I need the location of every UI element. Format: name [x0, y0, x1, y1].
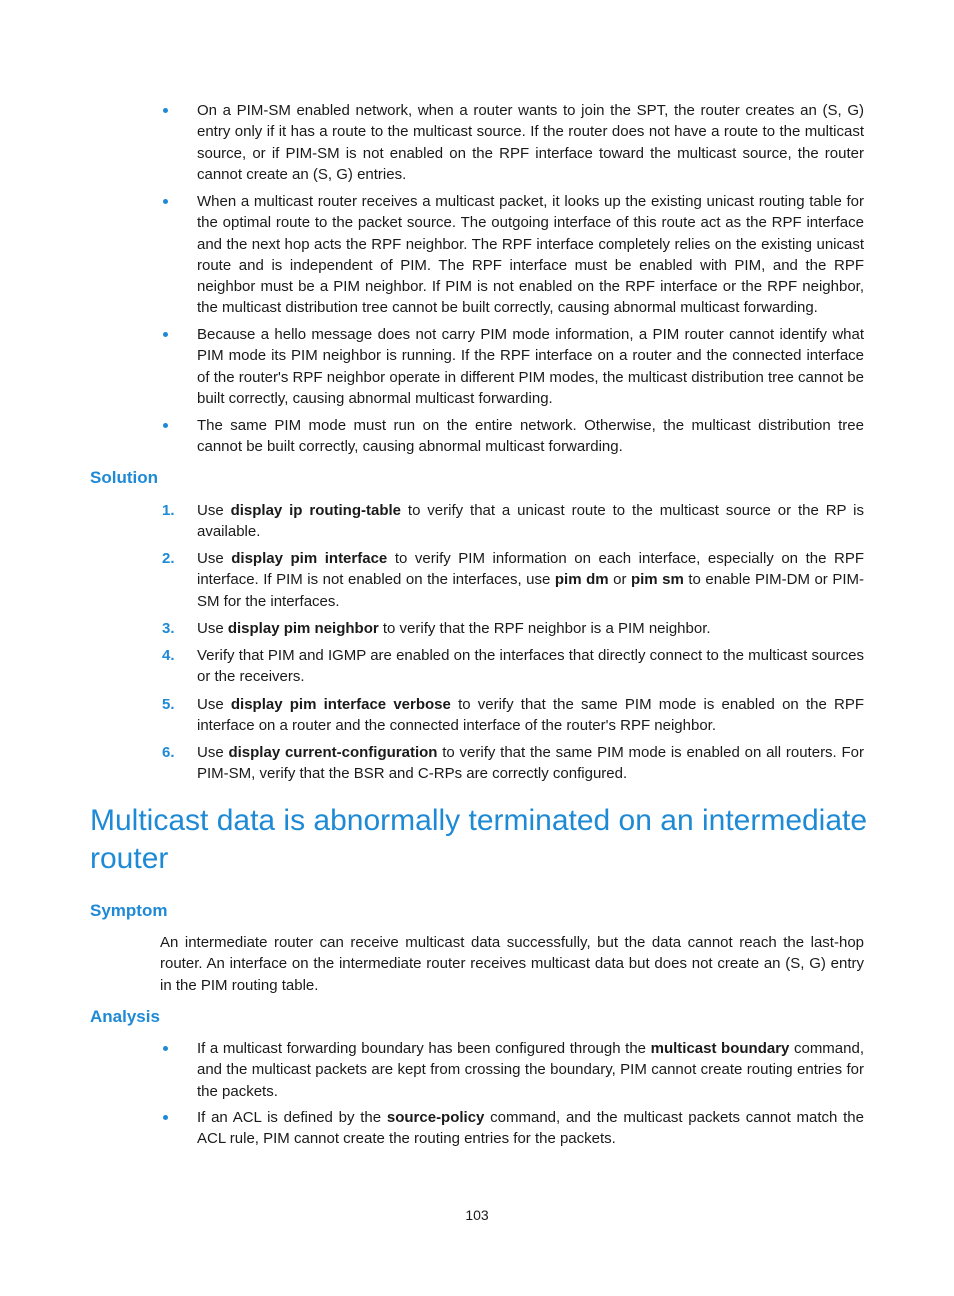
bullet-item: [160, 415, 864, 458]
step-text: Use display ip routing-table to verify that a unicast route to the multicast source or the RP is available.: [197, 502, 864, 541]
bullet-item: [160, 100, 864, 185]
step-number: 3.: [162, 620, 175, 637]
command-keyword: display pim interface: [231, 550, 388, 567]
bullet-text: If a multicast forwarding boundary has been configured through the multicast boundary command, and the multicast packets are kept from crossing the boundary, PIM cannot create routing entries for the packets.: [197, 1040, 865, 1100]
step-number: 1.: [162, 502, 175, 519]
command-keyword: pim dm: [554, 571, 609, 589]
bullet-item: [160, 1107, 864, 1150]
solution-step: [160, 694, 864, 737]
step-text: Use display pim interface to verify PIM information on each interface, especially on the RPF interface. If PIM is not enabled on the interfaces, use pim dm or pim sm to enable PIM-DM or PIM-SM for the interfaces.: [197, 550, 865, 610]
bullet-text: If an ACL is defined by the source-policy command, and the multicast packets cannot match the ACL rule, PIM cannot create the routing entries for the packets.: [197, 1109, 864, 1148]
command-keyword: display pim neighbor: [227, 620, 379, 637]
step-text: Use display current-configuration to verify that the same PIM mode is enabled on all routers. For PIM-SM, verify that the BSR and C-RPs are correctly configured.: [197, 744, 865, 783]
bullet-text: Because a hello message does not carry PIM mode information, a PIM router cannot identify what PIM mode its PIM neighbor is running. If the RPF interface on a router and the connected interface of the router's RPF neighbor operate in different PIM modes, the multicast distribution tree cannot be built correctly, causing abnormal multicast forwarding.: [197, 326, 864, 407]
symptom-text: An intermediate router can receive multicast data successfully, but the data cannot reach the last-hop router. An interface on the intermediate router receives multicast data but does not create an (S, G) entry in the PIM routing table.: [160, 934, 864, 994]
solution-step: [160, 500, 864, 543]
bullet-item: [160, 191, 864, 319]
bullet-dot-icon: [163, 108, 168, 113]
bullet-text: The same PIM mode must run on the entire network. Otherwise, the multicast distribution tree cannot be built correctly, causing abnormal multicast forwarding.: [197, 417, 864, 456]
bullet-item: [160, 324, 864, 409]
bullet-item: [160, 1038, 864, 1102]
step-number: 2.: [162, 550, 175, 567]
command-keyword: multicast boundary: [650, 1040, 790, 1057]
analysis-heading: Analysis: [90, 1007, 160, 1026]
solution-step: [160, 618, 864, 639]
command-keyword: source-policy: [386, 1109, 485, 1126]
step-text: Use display pim interface verbose to verify that the same PIM mode is enabled on the RPF interface on a router and the connected interface of the router's RPF neighbor.: [197, 696, 865, 735]
step-number: 4.: [162, 647, 175, 664]
page-number: 103: [465, 1207, 489, 1223]
bullet-dot-icon: [163, 199, 168, 204]
command-keyword: display current-configuration: [228, 744, 438, 761]
bullet-dot-icon: [163, 1046, 168, 1051]
bullet-dot-icon: [163, 1115, 168, 1120]
step-text: Use display pim neighbor to verify that the RPF neighbor is a PIM neighbor.: [197, 620, 711, 637]
solution-step: [160, 548, 864, 612]
command-keyword: pim sm: [630, 571, 684, 589]
section-title: Multicast data is abnormally terminated on an intermediate router: [90, 804, 868, 875]
command-keyword: display ip routing-table: [230, 502, 402, 519]
bullet-dot-icon: [163, 423, 168, 428]
bullet-text: When a multicast router receives a multicast packet, it looks up the existing unicast routing table for the optimal route to the packet source. The outgoing interface of this route act as the RPF interface and the next hop acts the RPF neighbor. The RPF interface completely relies on the existing unicast route and is independent of PIM. The RPF interface must be enabled with PIM, and the RPF neighbor must be a PIM neighbor. If PIM is not enabled on the RPF interface or the RPF neighbor, the multicast distribution tree cannot be built correctly, causing abnormal multicast forwarding.: [197, 193, 864, 317]
step-text: Verify that PIM and IGMP are enabled on the interfaces that directly connect to the multicast sources or the receivers.: [197, 647, 864, 686]
symptom-heading: Symptom: [90, 901, 168, 920]
bullet-text: On a PIM-SM enabled network, when a router wants to join the SPT, the router creates an (S, G) entry only if it has a route to the multicast source. If the router does not have a route to the multicast source, or if PIM-SM is not enabled on the RPF interface toward the multicast source, the router cannot create an (S, G) entries.: [197, 102, 864, 183]
solution-step: [160, 742, 864, 785]
command-keyword: display pim interface verbose: [230, 696, 451, 713]
solution-heading: Solution: [90, 468, 158, 487]
bullet-dot-icon: [163, 332, 168, 337]
step-number: 6.: [162, 744, 175, 761]
step-number: 5.: [162, 696, 175, 713]
solution-step: [160, 645, 864, 688]
